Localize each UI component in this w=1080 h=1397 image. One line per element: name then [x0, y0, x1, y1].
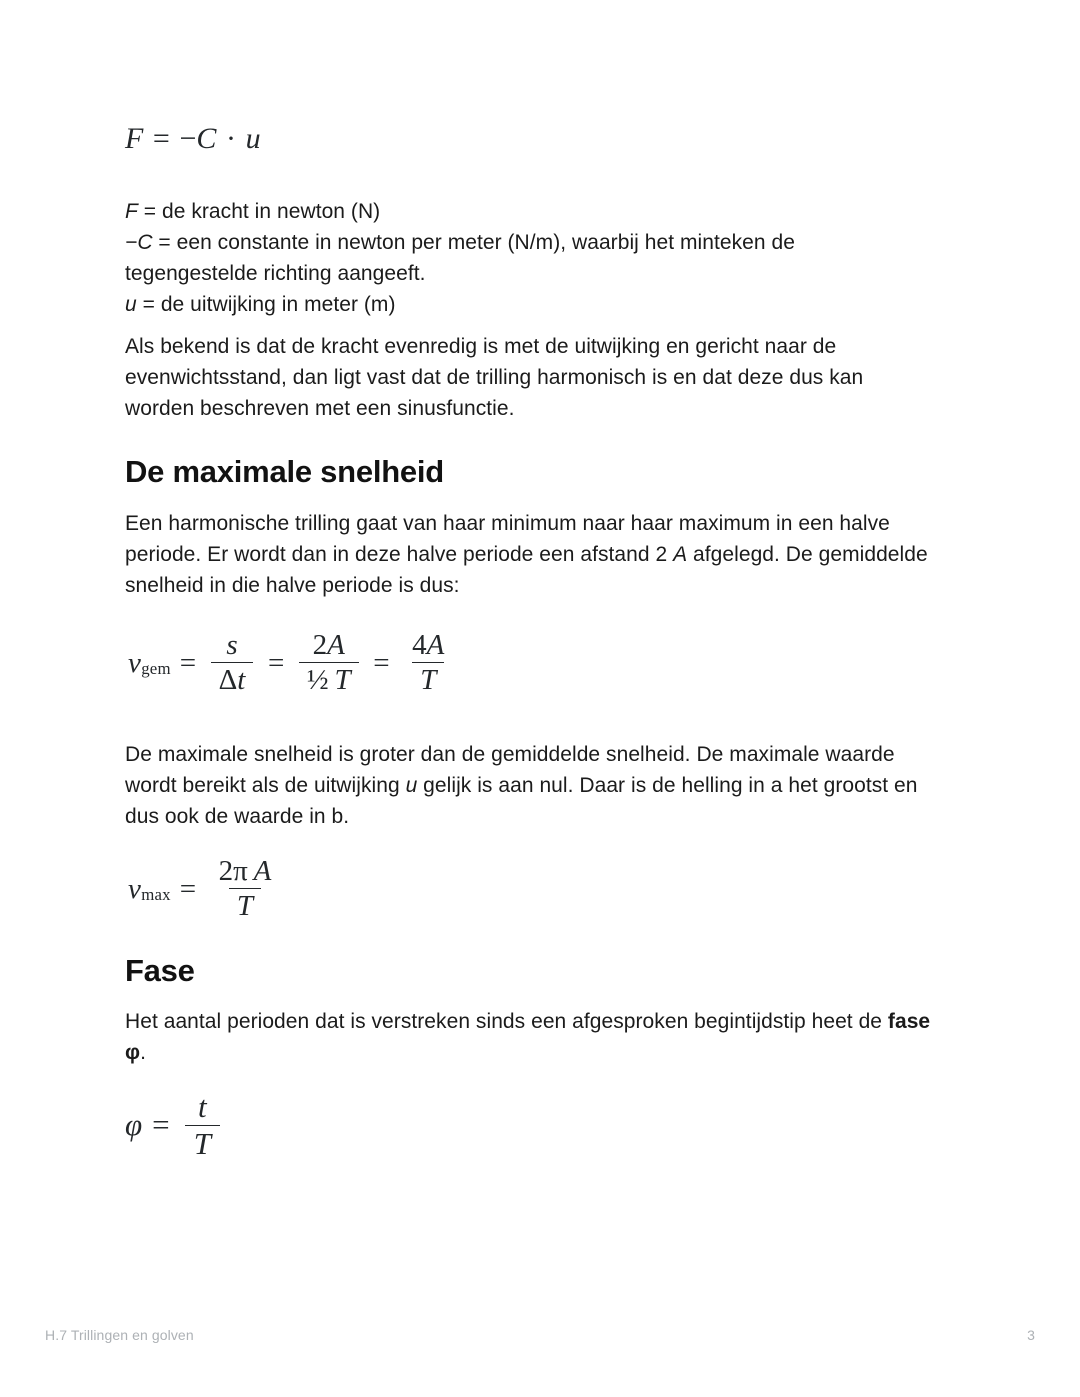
definition-text: = een constante in newton per meter (N/m), waarbij het minteken de tegengestelde richting aangeeft. [125, 231, 795, 285]
paragraph-text-part: Een harmonische trilling gaat van haar minimum naar haar maximum in een halve periode. Er wordt dan in deze halve periode een afstand 2 [125, 512, 890, 566]
symbol-definition-list [125, 196, 930, 320]
formula-phase [125, 1090, 225, 1161]
formula-force-lhs: F [125, 122, 144, 155]
half-symbol: ½ [306, 663, 329, 696]
heading-de-maximale-snelheid: De maximale snelheid [125, 454, 444, 489]
formula-vgem-subscript: gem [141, 658, 171, 678]
amplitude-symbol: A [253, 855, 272, 887]
paragraph-text-part: gelijk is aan nul. Daar is de helling in a het grootst en dus ook de waarde in b. [125, 774, 918, 828]
formula-maximum-velocity [128, 856, 285, 922]
fraction-2piA-over-T [211, 856, 280, 922]
heading-fase: Fase [125, 953, 195, 988]
formula-force-constant: C [196, 122, 217, 155]
formula-force-displacement: u [245, 122, 261, 155]
formula-vgem-equals-1: = [179, 646, 197, 679]
formula-vgem-symbol: v [128, 646, 141, 679]
paragraph-text-part: . [140, 1041, 146, 1064]
fraction-4A-over-T [404, 630, 452, 696]
fraction-denominator: T [229, 888, 261, 922]
inline-variable-u: u [405, 774, 418, 797]
definition-item-u [125, 289, 930, 320]
formula-vmax-subscript: max [141, 884, 171, 904]
formula-force-law [125, 122, 261, 156]
fraction-numerator: s [226, 629, 238, 661]
fraction-numerator [404, 630, 452, 662]
term-fase-phi: fase φ [125, 1010, 931, 1064]
fraction-numerator: t [198, 1089, 207, 1124]
formula-vgem-equals-2: = [267, 646, 285, 679]
delta-symbol: Δ [218, 663, 238, 696]
paragraph-als-bekend: Als bekend is dat de kracht evenredig is met de uitwijking en gericht naar de evenwichtsstand, dan ligt vast dat de trilling harmonisch is en dat deze dus kan worden beschreven met een sinusfunctie. [125, 335, 864, 420]
pi-symbol: π [233, 855, 248, 887]
fraction-t-over-T [185, 1090, 220, 1161]
fraction-denominator: T [185, 1125, 220, 1161]
formula-force-minus: − [179, 122, 197, 155]
formula-phase-symbol: φ [125, 1107, 143, 1143]
paragraph-maximale-snelheid-groter [125, 739, 945, 832]
paragraph-text-part: afgelegd. De gemiddelde snelheid in die halve periode is dus: [125, 543, 928, 597]
formula-force-dot: · [225, 122, 236, 155]
definition-text: = de uitwijking in meter (m) [136, 293, 396, 316]
footer-page-number: 3 [1027, 1327, 1035, 1343]
fraction-denominator: T [412, 662, 444, 696]
definition-item-F [125, 196, 930, 227]
definition-symbol: u [125, 293, 137, 316]
period-symbol: T [334, 663, 351, 696]
paragraph-fase-definitie [125, 1006, 940, 1068]
definition-symbol: −C [125, 231, 153, 254]
time-symbol: t [237, 663, 246, 696]
amplitude-symbol: A [426, 629, 445, 661]
fraction-numerator [211, 856, 280, 888]
coefficient: 2 [218, 855, 234, 887]
coefficient: 4 [412, 629, 427, 661]
fraction-2A-over-half-T [299, 630, 359, 696]
inline-variable-A: A [673, 543, 688, 566]
definition-symbol: F [125, 200, 138, 223]
paragraph-text-part: De maximale snelheid is groter dan de gemiddelde snelheid. De maximale waarde wordt bereikt als de uitwijking [125, 743, 895, 797]
paragraph-text-part: Het aantal perioden dat is verstreken sinds een afgesproken begintijdstip heet de [125, 1010, 888, 1033]
formula-phase-equals: = [152, 1107, 170, 1143]
coefficient: 2 [312, 629, 328, 661]
definition-item-C [125, 227, 930, 289]
amplitude-symbol: A [327, 629, 345, 661]
fraction-s-over-delta-t [211, 630, 254, 696]
fraction-denominator [299, 662, 359, 696]
footer-chapter-label: H.7 Trillingen en golven [45, 1327, 194, 1343]
fraction-numerator [305, 630, 353, 662]
formula-vmax-symbol: v [128, 872, 141, 905]
paragraph-harmonische-trilling [125, 508, 940, 601]
page-footer [45, 1327, 1035, 1343]
definition-text: = de kracht in newton (N) [137, 200, 381, 223]
formula-force-equals: = [152, 122, 170, 155]
fraction-denominator [211, 662, 254, 696]
formula-vgem-equals-3: = [373, 646, 390, 679]
formula-vmax-equals: = [179, 872, 197, 905]
formula-average-velocity [128, 630, 458, 696]
